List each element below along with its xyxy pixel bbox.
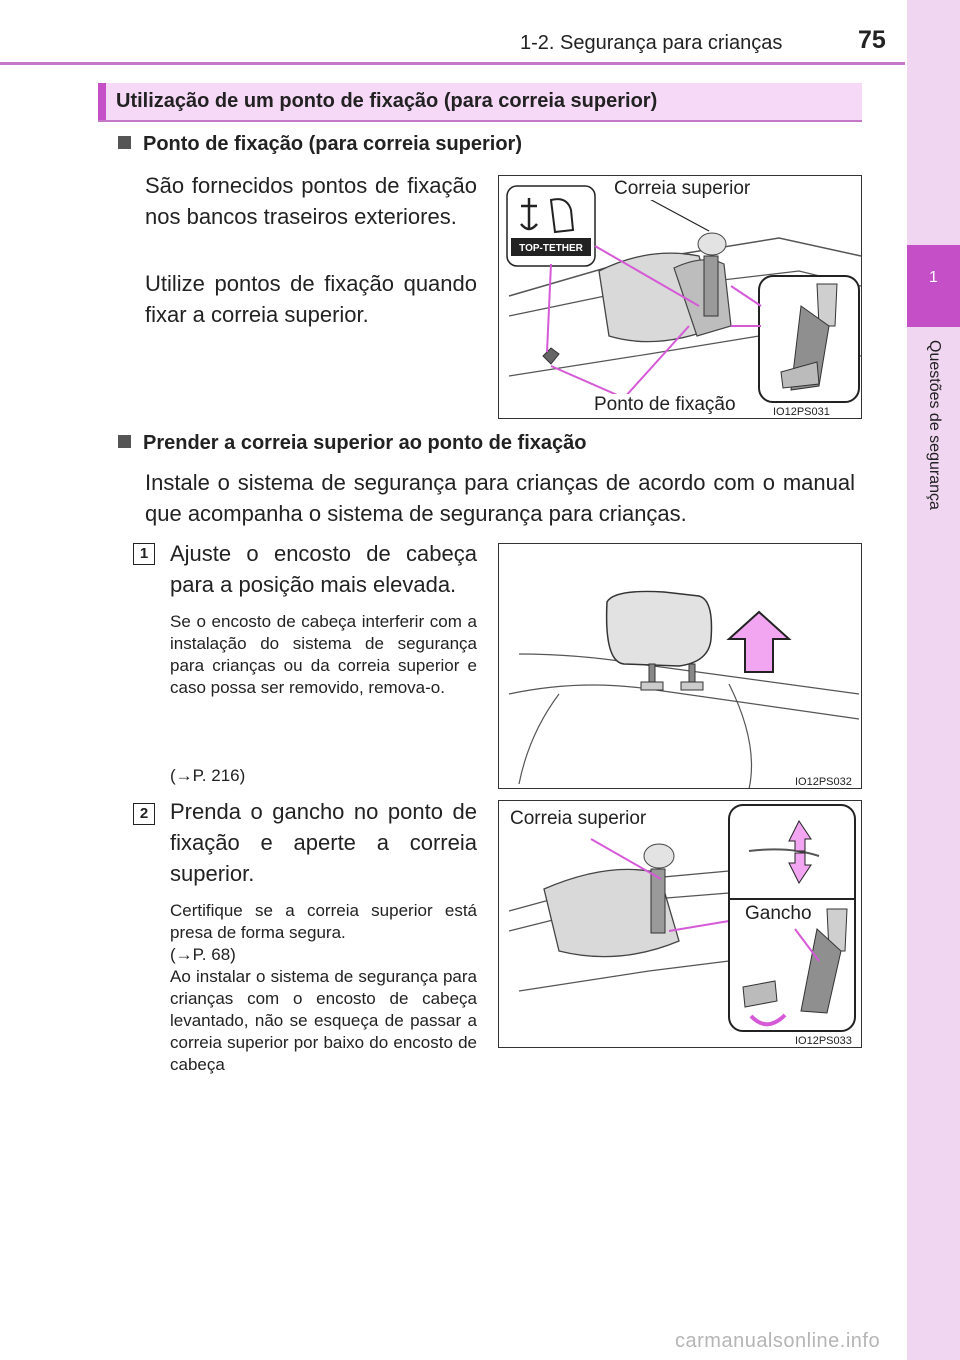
section-title: Utilização de um ponto de fixação (para correia superior) [116, 90, 658, 112]
page-number: 75 [858, 26, 886, 54]
header-divider [0, 62, 905, 65]
figure-attach-hook [498, 800, 862, 1048]
section-title-underline [98, 120, 862, 122]
callout-anchor-point: Ponto de fixação [594, 394, 736, 415]
figure-code: IO12PS032 [795, 776, 852, 788]
chapter-number: 1 [907, 245, 960, 327]
step-number-badge: 2 [133, 803, 155, 825]
subsection-heading-attach-strap [118, 432, 586, 455]
chapter-side-tab [907, 0, 960, 1360]
step-2-headrest-note: Ao instalar o sistema de segurança para crianças com o encosto de cabeça levantado, não se esqueça de passar a correia superior por baixo do encosto de cabeça [170, 967, 477, 1074]
callout-top-tether-strap: Correia superior [614, 178, 751, 199]
step-2-page-reference: (→P. 68) [170, 945, 236, 964]
step-number-badge: 1 [133, 543, 155, 565]
figure-anchor-point [498, 175, 862, 419]
callout-hook: Gancho [745, 903, 812, 924]
running-head: 1-2. Segurança para crianças [520, 32, 783, 54]
chapter-title: Questões de segurança [926, 340, 943, 510]
top-tether-badge [507, 186, 595, 266]
subsection-heading-text: Ponto de fixação (para correia superior) [143, 133, 522, 155]
subsection-heading-text: Prender a correia superior ao ponto de fixação [143, 432, 587, 454]
source-watermark: carmanualsonline.info [675, 1330, 881, 1352]
square-bullet-icon [118, 136, 131, 149]
figure-headrest-illustration [499, 544, 862, 789]
step-1-note: Se o encosto de cabeça interferir com a instalação do sistema de segurança para crianças ou da correia superior e caso possa ser removido, remova-o. [170, 612, 477, 697]
paragraph-install-instructions: Instale o sistema de segurança para crianças de acordo com o manual que acompanha o sistema de segurança para crianças. [145, 470, 855, 526]
square-bullet-icon [118, 435, 131, 448]
step-1-page-reference: (→P. 216) [170, 766, 246, 785]
figure-code: IO12PS031 [773, 406, 830, 418]
callout-top-tether-strap: Correia superior [510, 808, 647, 829]
detail-inset [759, 276, 859, 402]
paragraph-anchor-points: São fornecidos pontos de fixação nos bancos traseiros exteriores. [145, 173, 477, 229]
step-1-instruction: Ajuste o encosto de cabeça para a posição mais elevada. [170, 541, 477, 597]
svg-text:TOP-TETHER: TOP-TETHER [519, 243, 583, 254]
figure-headrest [498, 543, 862, 789]
figure-code: IO12PS033 [795, 1035, 852, 1047]
step-2-instruction: Prenda o gancho no ponto de fixação e aperte a correia superior. [170, 799, 477, 886]
paragraph-use-anchor: Utilize pontos de fixação quando fixar a correia superior. [145, 271, 477, 327]
figure-anchor-illustration [499, 176, 862, 419]
step-2-note: Certifique se a correia superior está presa de forma segura. [170, 901, 477, 942]
subsection-heading-anchor-point [118, 133, 522, 156]
